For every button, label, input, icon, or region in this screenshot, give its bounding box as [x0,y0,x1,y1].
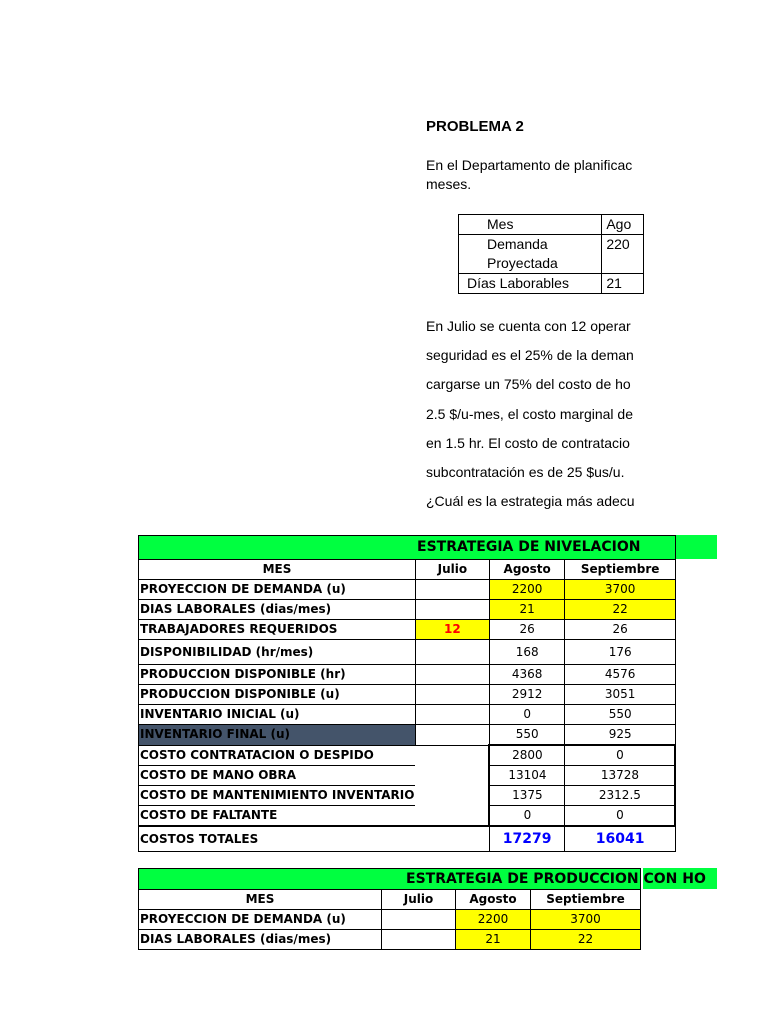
total-septiembre[interactable]: 16041 [565,826,676,852]
intro-line: meses. [426,176,472,192]
cell-julio[interactable] [415,640,489,665]
cell-agosto[interactable]: 2800 [489,745,565,766]
cell-agosto[interactable]: 4368 [489,665,565,685]
problem-title: PROBLEMA 2 [426,118,524,135]
row-label: PROYECCION DE DEMANDA (u) [139,580,416,600]
body-line: en 1.5 hr. El costo de contratacio [426,434,630,451]
cell-septiembre[interactable]: 176 [565,640,676,665]
cell-agosto[interactable]: 0 [489,806,565,827]
cell-septiembre[interactable]: 26 [565,620,676,640]
row-label: INVENTARIO INICIAL (u) [139,705,416,725]
problem-data-table [458,214,644,294]
intro-line: En el Departamento de planificac [426,157,633,173]
cell-septiembre[interactable]: 925 [565,725,676,746]
problem-table-header-mes: Mes [459,215,602,235]
table2-title-cell [139,869,706,890]
cell-septiembre[interactable]: 3051 [565,685,676,705]
problem-intro [426,156,632,194]
row-label-totals: COSTOS TOTALES [139,826,416,852]
row-label: DISPONIBILIDAD (hr/mes) [139,640,416,665]
cell-julio[interactable] [415,705,489,725]
row-label: PROYECCION DE DEMANDA (u) [139,910,382,930]
cell-septiembre[interactable]: 13728 [565,766,676,786]
cell-agosto[interactable]: 21 [489,600,565,620]
nivelacion-table [138,535,676,852]
cell-julio[interactable] [415,786,489,806]
header-agosto: Agosto [456,890,531,910]
row-label: DIAS LABORALES (dias/mes) [139,930,382,950]
cell-septiembre[interactable]: 3700 [565,580,676,600]
cell-agosto[interactable]: 26 [489,620,565,640]
cell-julio[interactable] [382,930,456,950]
cell-julio[interactable] [382,910,456,930]
row-label: PRODUCCION DISPONIBLE (hr) [139,665,416,685]
cell-agosto[interactable]: 2200 [456,910,531,930]
cell-julio[interactable] [415,766,489,786]
row-label-selected[interactable]: INVENTARIO FINAL (u) [139,725,416,746]
produccion-table [138,868,706,950]
problem-table-days-value: 21 [602,274,644,294]
body-line: seguridad es el 25% de la deman [426,347,634,364]
cell-agosto[interactable]: 21 [456,930,531,950]
demand-label-line: Proyectada [487,255,558,271]
cell-julio[interactable] [415,806,489,827]
cell-julio[interactable] [415,725,489,746]
cell-julio[interactable] [415,745,489,766]
row-label: DIAS LABORALES (dias/mes) [139,600,416,620]
problem-table-demand-value: 220 [602,235,644,274]
cell-agosto[interactable]: 2912 [489,685,565,705]
row-label: PRODUCCION DISPONIBLE (u) [139,685,416,705]
cell-agosto[interactable]: 2200 [489,580,565,600]
row-label: COSTO DE MANO OBRA [139,766,416,786]
header-septiembre: Septiembre [531,890,641,910]
cell-julio[interactable] [415,580,489,600]
cell-agosto[interactable]: 1375 [489,786,565,806]
row-label: COSTO DE MANTENIMIENTO INVENTARIO [139,786,416,806]
body-line: En Julio se cuenta con 12 operar [426,318,631,334]
problem-table-header-month: Ago [602,215,644,235]
cell-septiembre[interactable]: 22 [565,600,676,620]
cell-julio[interactable] [415,665,489,685]
cell-septiembre[interactable]: 22 [531,930,641,950]
cell-agosto[interactable]: 13104 [489,766,565,786]
header-julio: Julio [415,560,489,580]
header-julio: Julio [382,890,456,910]
cell-julio[interactable]: 12 [415,620,489,640]
cell-septiembre[interactable]: 550 [565,705,676,725]
cell-septiembre[interactable]: 0 [565,745,676,766]
cell-septiembre[interactable]: 4576 [565,665,676,685]
table1-title: ESTRATEGIA DE NIVELACION [417,539,641,555]
row-label: COSTO CONTRATACION O DESPIDO [139,745,416,766]
row-label: TRABAJADORES REQUERIDOS [139,620,416,640]
cell-agosto[interactable]: 168 [489,640,565,665]
header-mes: MES [139,560,416,580]
total-agosto[interactable]: 17279 [489,826,565,852]
body-line: cargarse un 75% del costo de ho [426,376,631,393]
cell-septiembre[interactable]: 2312.5 [565,786,676,806]
header-agosto: Agosto [489,560,565,580]
cell-agosto[interactable]: 550 [489,725,565,746]
body-line: subcontratación es de 25 $us/u. [426,463,625,480]
header-septiembre: Septiembre [565,560,676,580]
cell-septiembre[interactable]: 3700 [531,910,641,930]
header-mes: MES [139,890,382,910]
table2-title: ESTRATEGIA DE PRODUCCION CON HO [406,871,706,887]
cell-septiembre[interactable]: 0 [565,806,676,827]
problem-table-days-label: Días Laborables [459,274,602,294]
table1-title-cell [139,536,676,560]
problem-table-demand-label [459,235,602,274]
cell-agosto[interactable]: 0 [489,705,565,725]
problem-body [426,312,635,516]
demand-label-line: Demanda [487,236,548,252]
cell-julio[interactable] [415,685,489,705]
cell-julio[interactable] [415,826,489,852]
row-label: COSTO DE FALTANTE [139,806,416,827]
cell-julio[interactable] [415,600,489,620]
body-line: 2.5 $/u-mes, el costo marginal de [426,405,633,422]
problem-statement [423,118,644,508]
body-line: ¿Cuál es la estrategia más adecu [426,493,635,510]
